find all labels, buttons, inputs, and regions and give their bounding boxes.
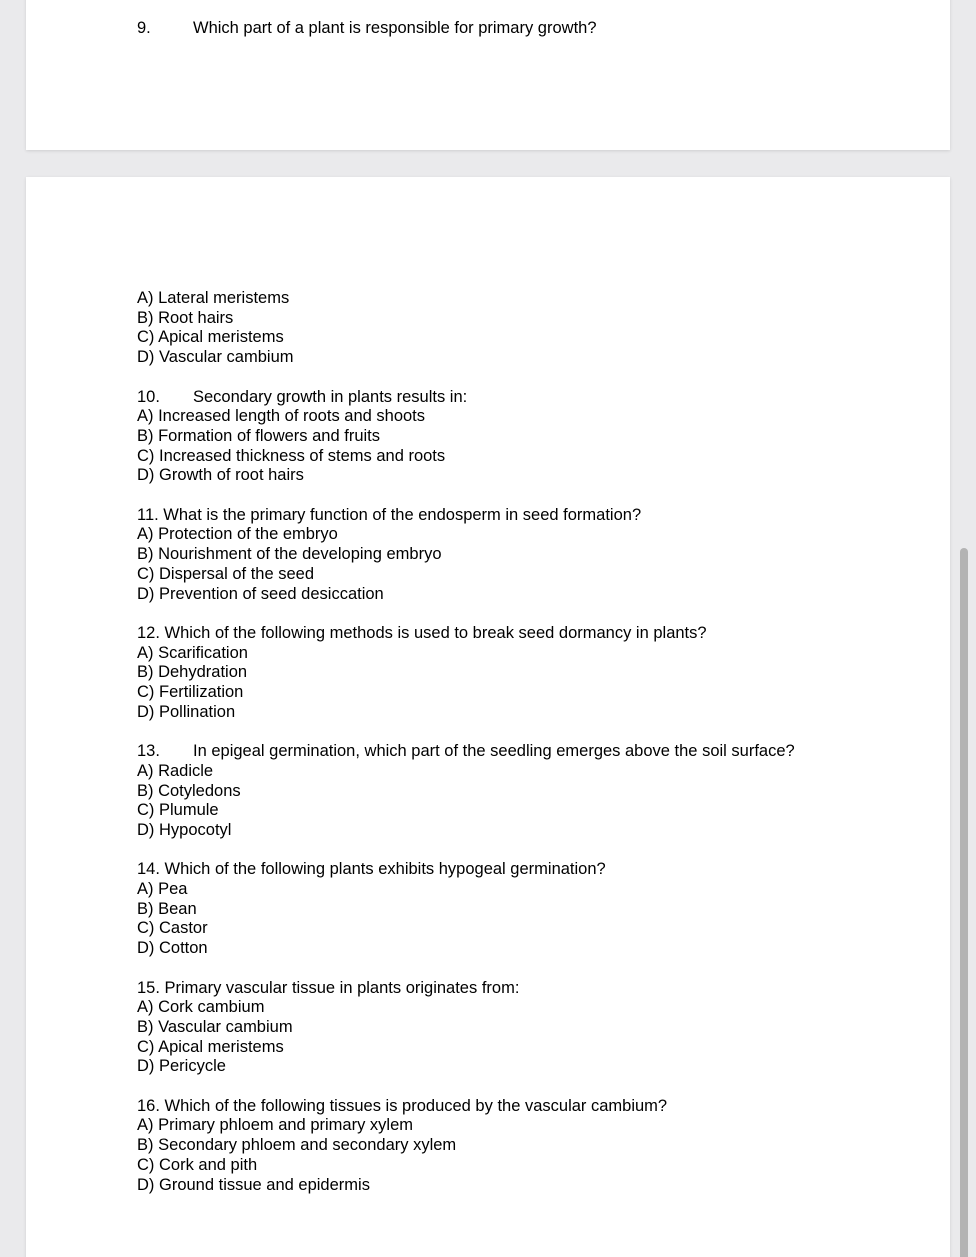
question-text: In epigeal germination, which part of the seedling emerges above the soil surface? (193, 742, 795, 761)
option: A) Lateral meristems (137, 289, 290, 307)
question-stem: 12. Which of the following methods is used to break seed dormancy in plants? (137, 623, 707, 642)
option: D) Ground tissue and epidermis (137, 1175, 370, 1194)
page-1 (26, 0, 950, 150)
option: A) Radicle (137, 761, 214, 780)
option: D) Growth of root hairs (137, 466, 304, 485)
question-text: Which part of a plant is responsible for primary growth? (193, 19, 597, 37)
question-stem (137, 742, 795, 762)
option: B) Root hairs (137, 308, 234, 327)
option: D) Vascular cambium (137, 348, 294, 367)
question-stem (137, 388, 795, 408)
question-12 (137, 624, 795, 723)
option: D) Pollination (137, 702, 236, 721)
question-stem: 14. Which of the following plants exhibits hypogeal germination? (137, 860, 606, 879)
questions-content (137, 289, 795, 1215)
question-number: 9. (137, 19, 151, 37)
question-9-stem (137, 19, 597, 38)
scrollbar-thumb[interactable] (960, 548, 968, 1257)
option: C) Dispersal of the seed (137, 564, 314, 583)
option: C) Plumule (137, 801, 219, 820)
question-stem: 16. Which of the following tissues is produced by the vascular cambium? (137, 1096, 668, 1115)
question-text: Secondary growth in plants results in: (193, 387, 468, 406)
question-10 (137, 388, 795, 487)
option: B) Formation of flowers and fruits (137, 426, 381, 445)
option: B) Vascular cambium (137, 1017, 293, 1036)
option: A) Scarification (137, 643, 248, 662)
option: B) Cotyledons (137, 781, 241, 800)
option: D) Hypocotyl (137, 820, 232, 839)
page-2 (26, 177, 950, 1257)
option: B) Secondary phloem and secondary xylem (137, 1136, 457, 1155)
option: A) Pea (137, 880, 188, 899)
option: C) Cork and pith (137, 1155, 258, 1174)
option: C) Fertilization (137, 683, 244, 702)
option: C) Apical meristems (137, 328, 284, 347)
question-14 (137, 860, 795, 959)
question-stem: 15. Primary vascular tissue in plants originates from: (137, 978, 520, 997)
question-15 (137, 979, 795, 1078)
option: A) Protection of the embryo (137, 525, 338, 544)
option: D) Pericycle (137, 1057, 226, 1076)
question-stem: 11. What is the primary function of the endosperm in seed formation? (137, 505, 642, 524)
question-9-options (137, 289, 795, 368)
question-11 (137, 506, 795, 605)
question-16 (137, 1097, 795, 1196)
option: C) Castor (137, 919, 208, 938)
question-number: 13. (137, 742, 160, 761)
option: A) Increased length of roots and shoots (137, 407, 426, 426)
option: B) Bean (137, 899, 197, 918)
option: A) Cork cambium (137, 998, 265, 1017)
option: C) Apical meristems (137, 1037, 284, 1056)
question-13 (137, 742, 795, 841)
option: C) Increased thickness of stems and roots (137, 446, 446, 465)
option: B) Dehydration (137, 663, 248, 682)
option: A) Primary phloem and primary xylem (137, 1116, 413, 1135)
option: D) Prevention of seed desiccation (137, 584, 384, 603)
vertical-scrollbar[interactable] (960, 0, 968, 1257)
option: B) Nourishment of the developing embryo (137, 545, 442, 564)
question-number: 10. (137, 387, 160, 406)
option: D) Cotton (137, 939, 208, 958)
